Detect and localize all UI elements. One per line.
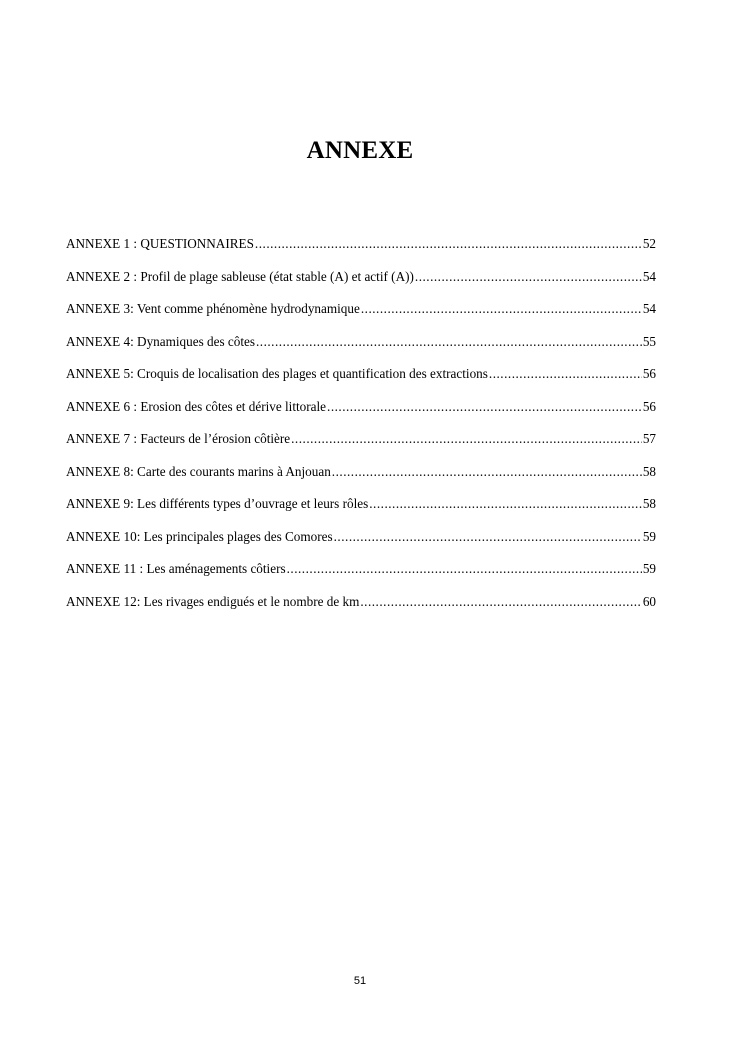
dot-leader — [255, 236, 642, 252]
page-number: 51 — [353, 975, 367, 987]
toc-entry-label: ANNEXE 10: Les principales plages des Comores — [66, 528, 333, 544]
toc-entry[interactable] — [66, 366, 656, 399]
toc-entry-page: 60 — [642, 593, 656, 609]
toc-entry-label: ANNEXE 4: Dynamiques des côtes — [66, 333, 255, 349]
toc-entry-label: ANNEXE 12: Les rivages endigués et le nombre de km — [66, 593, 360, 609]
dot-leader — [489, 366, 642, 382]
dot-leader — [332, 464, 642, 480]
dot-leader — [327, 399, 642, 415]
toc-entry-page: 58 — [642, 496, 656, 511]
toc-entry[interactable] — [66, 464, 656, 497]
toc-entry[interactable] — [66, 399, 656, 432]
toc-entry-label: ANNEXE 5: Croquis de localisation des plages et quantification des extractions — [66, 366, 488, 381]
toc-entry[interactable] — [66, 561, 656, 594]
dot-leader — [415, 269, 642, 285]
dot-leader — [256, 334, 642, 350]
toc-entry-label: ANNEXE 11 : Les aménagements côtiers — [66, 561, 286, 576]
toc-entry-page: 56 — [642, 398, 656, 414]
dot-leader — [287, 561, 642, 577]
toc-entry-label: ANNEXE 8: Carte des courants marins à Anjouan — [66, 463, 331, 479]
page-title: ANNEXE — [306, 137, 414, 164]
toc-entry-page: 57 — [642, 431, 656, 446]
dot-leader — [291, 431, 642, 447]
toc-entry-page: 59 — [642, 528, 656, 544]
toc-entry-label: ANNEXE 2 : Profil de plage sableuse (état stable (A) et actif (A)) — [66, 268, 414, 284]
toc-entry[interactable] — [66, 269, 656, 302]
dot-leader — [360, 594, 641, 610]
toc-entry[interactable] — [66, 334, 656, 367]
toc-entry-label: ANNEXE 6 : Erosion des côtes et dérive littorale — [66, 398, 327, 414]
dot-leader — [334, 529, 642, 545]
toc-entry-page: 55 — [642, 333, 656, 349]
toc-entry-page: 56 — [642, 366, 656, 381]
toc-entry[interactable] — [66, 594, 656, 627]
toc-entry[interactable] — [66, 301, 656, 334]
toc-entry-page: 54 — [642, 301, 656, 316]
toc-entry[interactable] — [66, 496, 656, 529]
toc-entry[interactable] — [66, 236, 656, 269]
dot-leader — [361, 301, 642, 317]
toc-entry-label: ANNEXE 7 : Facteurs de l’érosion côtière — [66, 431, 291, 446]
toc-entry-page: 52 — [642, 236, 656, 251]
toc-entry-page: 58 — [642, 463, 656, 479]
toc-entry-label: ANNEXE 3: Vent comme phénomène hydrodynamique — [66, 301, 360, 316]
dot-leader — [369, 496, 642, 512]
toc-entry-label: ANNEXE 9: Les différents types d’ouvrage et leurs rôles — [66, 496, 369, 511]
toc-entry[interactable] — [66, 431, 656, 464]
toc-entry-page: 54 — [642, 268, 656, 284]
toc-entry-page: 59 — [642, 561, 656, 576]
toc-entry-label: ANNEXE 1 : QUESTIONNAIRES — [66, 236, 254, 251]
toc-entry[interactable] — [66, 529, 656, 562]
table-of-contents — [66, 236, 656, 626]
